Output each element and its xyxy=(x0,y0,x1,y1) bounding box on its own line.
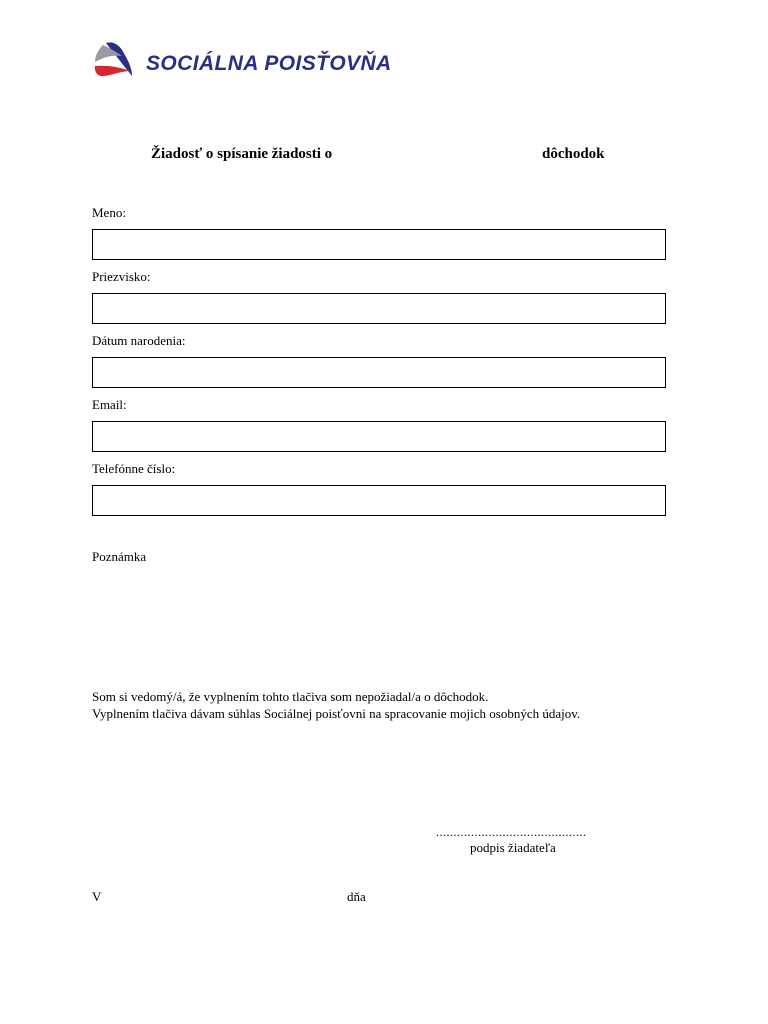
note-label: Poznámka xyxy=(92,549,147,564)
signature-label: podpis žiadateľa xyxy=(470,840,556,855)
logo-text: SOCIÁLNA POISŤOVŇA xyxy=(146,52,392,75)
email-field[interactable] xyxy=(92,421,666,452)
last-name-field[interactable] xyxy=(92,293,666,324)
place-label: V xyxy=(92,889,102,904)
first-name-label: Meno: xyxy=(92,205,126,220)
declaration-line-2: Vyplnením tlačiva dávam súhlas Sociálnej poisťovni na spracovanie mojich osobných údajov. xyxy=(92,706,581,721)
phone-label: Telefónne číslo: xyxy=(92,461,176,476)
signature-line: ........................................... xyxy=(436,825,587,839)
declaration-line-1: Som si vedomý/á, že vyplnením tohto tlačiva som nepožiadal/a o dôchodok. xyxy=(92,689,489,704)
page-title: Žiadosť o spísanie žiadosti o xyxy=(151,146,333,162)
phone-field[interactable] xyxy=(92,485,666,516)
declaration xyxy=(92,688,580,722)
birth-date-label: Dátum narodenia: xyxy=(92,333,186,348)
email-label: Email: xyxy=(92,397,127,412)
date-label: dňa xyxy=(347,889,366,904)
first-name-field[interactable] xyxy=(92,229,666,260)
birth-date-field[interactable] xyxy=(92,357,666,388)
last-name-label: Priezvisko: xyxy=(92,269,151,284)
page-title-suffix: dôchodok xyxy=(542,146,605,162)
